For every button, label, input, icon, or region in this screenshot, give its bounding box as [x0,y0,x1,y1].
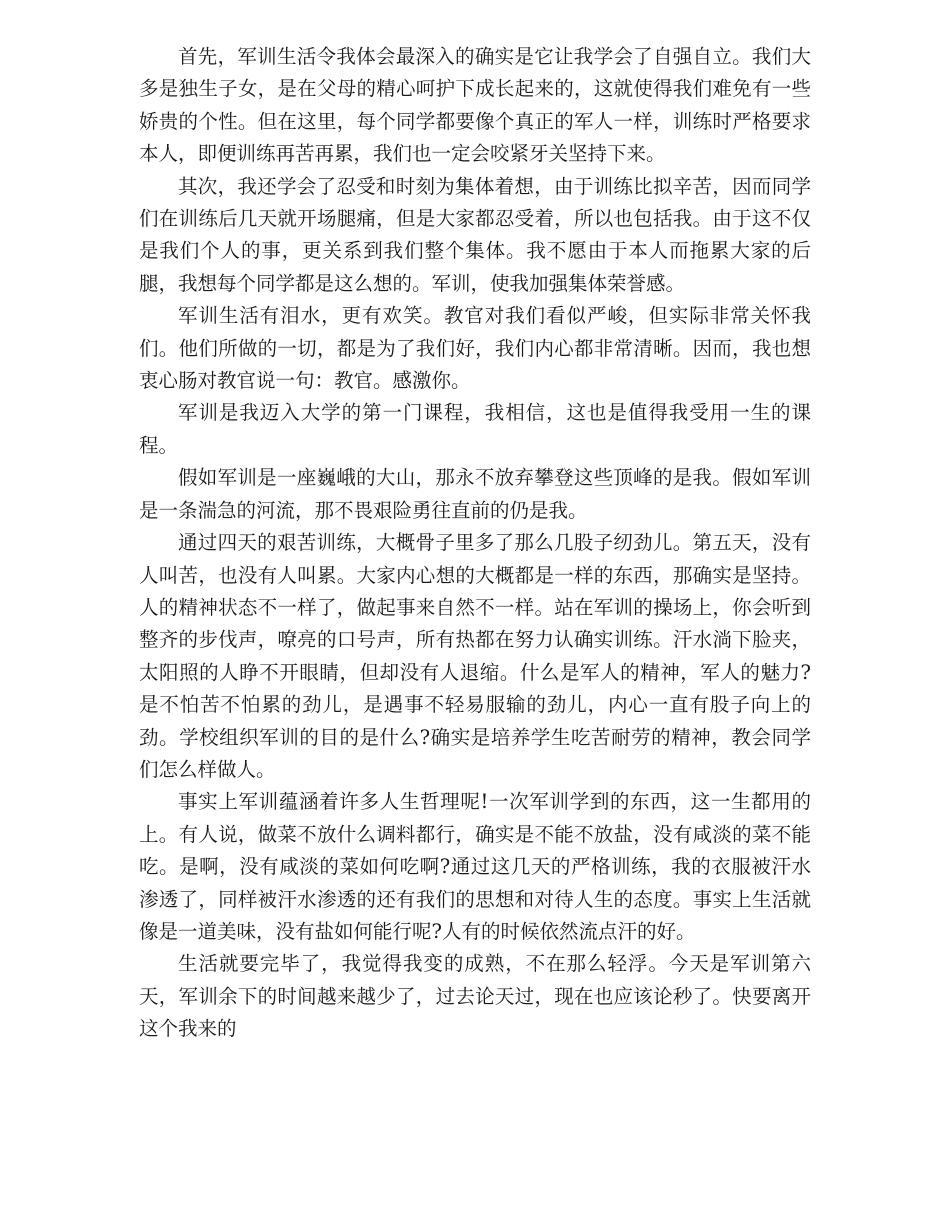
document-body [139,41,811,1046]
paragraph: 事实上军训蕴涵着许多人生哲理呢!一次军训学到的东西，这一生都用的上。有人说，做菜不放什么调料都行，确实是不能不放盐，没有咸淡的菜不能吃。是啊，没有咸淡的菜如何吃啊?通过这几天的严格训练，我的衣服被汗水渗透了，同样被汗水渗透的还有我们的思想和对待人生的态度。事实上生活就像是一道美味，没有盐如何能行呢?人有的时候依然流点汗的好。 [139,790,811,943]
paragraph: 军训是我迈入大学的第一门课程，我相信，这也是值得我受用一生的课程。 [139,401,811,457]
paragraph: 其次，我还学会了忍受和时刻为集体着想，由于训练比拟辛苦，因而同学们在训练后几天就开场腿痛，但是大家都忍受着，所以也包括我。由于这不仅是我们个人的事，更关系到我们整个集体。我不愿由于本人而拖累大家的后腿，我想每个同学都是这么想的。军训，使我加强集体荣誉感。 [139,174,811,295]
paragraph: 军训生活有泪水，更有欢笑。教官对我们看似严峻，但实际非常关怀我们。他们所做的一切，都是为了我们好，我们内心都非常清晰。因而，我也想衷心肠对教官说一句：教官。感激你。 [139,304,811,393]
paragraph: 生活就要完毕了，我觉得我变的成熟，不在那么轻浮。今天是军训第六天，军训余下的时间越来越少了，过去论天过，现在也应该论秒了。快要离开这个我来的 [139,952,811,1041]
paragraph: 通过四天的艰苦训练，大概骨子里多了那么几股子纫劲儿。第五天，没有人叫苦，也没有人叫累。大家内心想的大概都是一样的东西，那确实是坚持。人的精神状态不一样了，做起事来自然不一样。站在军训的操场上，你会听到整齐的步伐声，嘹亮的口号声，所有热都在努力认确实训练。汗水淌下脸夹，太阳照的人睁不开眼睛，但却没有人退缩。什么是军人的精神，军人的魅力?是不怕苦不怕累的劲儿，是遇事不轻易服输的劲儿，内心一直有股子向上的劲。学校组织军训的目的是什么?确实是培养学生吃苦耐劳的精神，教会同学们怎么样做人。 [139,531,811,781]
paragraph: 假如军训是一座巍峨的大山，那永不放弃攀登这些顶峰的是我。假如军训是一条湍急的河流，那不畏艰险勇往直前的仍是我。 [139,466,811,522]
paragraph: 首先，军训生活令我体会最深入的确实是它让我学会了自强自立。我们大多是独生子女，是在父母的精心呵护下成长起来的，这就使得我们难免有一些娇贵的个性。但在这里，每个同学都要像个真正的军人一样，训练时严格要求本人，即便训练再苦再累，我们也一定会咬紧牙关坚持下来。 [139,45,811,166]
